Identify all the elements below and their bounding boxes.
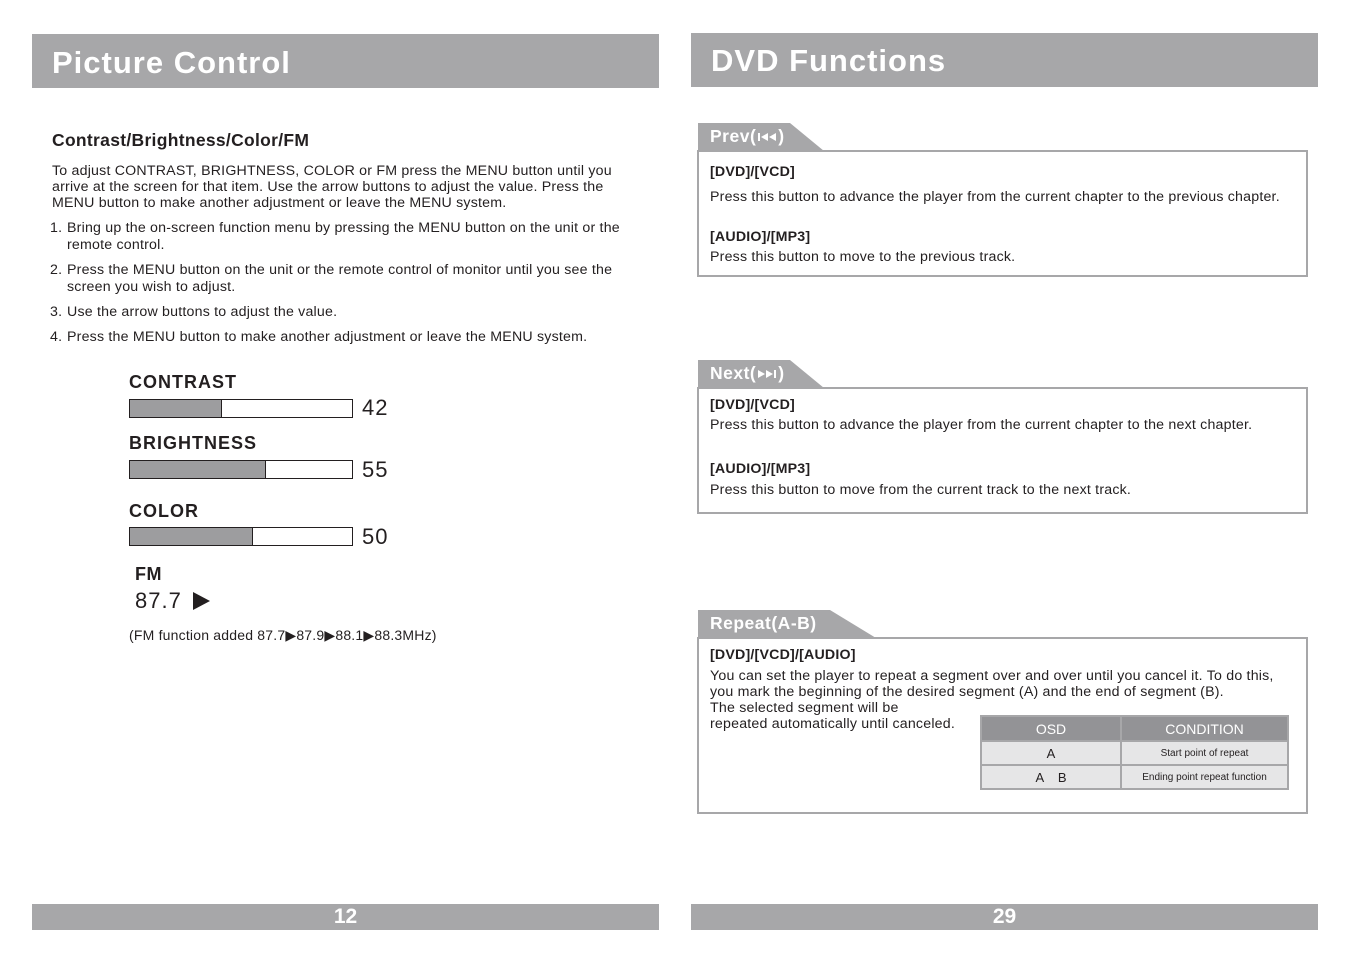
- step-text: Bring up the on-screen function menu by pressing the MENU button on the unit or the remote control.: [67, 220, 620, 253]
- repeat-tab-label: Repeat(A-B): [710, 613, 817, 633]
- step-number: 3.: [50, 304, 63, 320]
- list-item-step-2: [50, 262, 630, 295]
- contrast-label: CONTRAST: [129, 372, 237, 392]
- table-cell-condition: Ending point repeat function: [1121, 765, 1288, 789]
- play-right-icon: [192, 591, 211, 611]
- list-item-step-1: [50, 220, 630, 253]
- fm-label: FM: [135, 564, 162, 584]
- list-item-step-4: [50, 329, 650, 346]
- page-number-right: 29: [992, 905, 1017, 928]
- section-title: Contrast/Brightness/Color/FM: [52, 130, 310, 150]
- color-bar: [129, 527, 353, 546]
- table-header-condition: CONDITION: [1121, 716, 1288, 741]
- table-header-row: [981, 716, 1288, 741]
- repeat-tab: [698, 610, 878, 638]
- table-cell-osd: A: [981, 741, 1121, 765]
- intro-paragraph: To adjust CONTRAST, BRIGHTNESS, COLOR or FM press the MENU button until you arrive at the screen for that item. Use the arrow buttons to adjust the value. Press the MENU button to make another adjustment or leave the MENU system.: [52, 163, 612, 211]
- page-number-left: 12: [333, 905, 358, 928]
- color-bar-fill: [130, 528, 253, 545]
- prev-tab-text: Prev(: [710, 126, 757, 146]
- skip-next-icon: [757, 369, 777, 379]
- next-text-dvd: Press this button to advance the player from the current chapter to the next chapter.: [710, 417, 1253, 433]
- step-number: 1.: [50, 220, 63, 236]
- left-page-header: [32, 34, 659, 88]
- prev-tab: [698, 123, 824, 151]
- repeat-text-3: repeated automatically until canceled.: [710, 716, 955, 732]
- step-number: 4.: [50, 329, 63, 345]
- table-row: [981, 741, 1288, 765]
- prev-tab-label: [710, 126, 785, 147]
- next-tab-label: [710, 363, 785, 384]
- step-text: Press the MENU button on the unit or the remote control of monitor until you see the screen you wish to adjust.: [67, 262, 613, 295]
- repeat-box: [697, 637, 1308, 814]
- next-heading-dvd: [DVD]/[VCD]: [710, 397, 795, 413]
- next-heading-audio: [AUDIO]/[MP3]: [710, 461, 811, 477]
- brightness-bar-fill: [130, 461, 266, 478]
- repeat-text: You can set the player to repeat a segment over and over until you cancel it. To do this, you mark the beginning of the desired segment (A) and the end of segment (B).: [710, 668, 1274, 700]
- step-text: Press the MENU button to make another adjustment or leave the MENU system.: [67, 329, 588, 345]
- table-cell-condition: Start point of repeat: [1121, 741, 1288, 765]
- repeat-heading: [DVD]/[VCD]/[AUDIO]: [710, 647, 856, 663]
- skip-previous-icon: [757, 132, 777, 142]
- brightness-bar: [129, 460, 353, 479]
- contrast-bar-fill: [130, 400, 222, 417]
- color-label: COLOR: [129, 501, 199, 521]
- right-page-footer: [691, 904, 1318, 930]
- next-tab: [698, 360, 824, 388]
- step-text: Use the arrow buttons to adjust the value.: [67, 304, 338, 320]
- osd-table: [980, 715, 1289, 790]
- prev-text-dvd: Press this button to advance the player from the current chapter to the previous chapter.: [710, 189, 1280, 205]
- next-tab-close: ): [778, 363, 785, 383]
- fm-note: (FM function added 87.7▶87.9▶88.1▶88.3MHz): [129, 627, 437, 643]
- next-box: [697, 387, 1308, 514]
- contrast-bar: [129, 399, 353, 418]
- table-header-osd: OSD: [981, 716, 1121, 741]
- color-value: 50: [362, 524, 389, 549]
- fm-value: 87.7: [135, 588, 182, 613]
- right-page-header: [691, 33, 1318, 87]
- prev-heading-audio: [AUDIO]/[MP3]: [710, 229, 811, 245]
- prev-heading-dvd: [DVD]/[VCD]: [710, 164, 795, 180]
- brightness-label: BRIGHTNESS: [129, 433, 258, 453]
- repeat-text-2: The selected segment will be: [710, 700, 899, 716]
- table-cell-osd: A B: [981, 765, 1121, 789]
- contrast-value: 42: [362, 395, 389, 420]
- prev-text-audio: Press this button to move to the previous track.: [710, 249, 1016, 265]
- next-tab-text: Next(: [710, 363, 757, 383]
- brightness-value: 55: [362, 457, 389, 482]
- right-page-title: DVD Functions: [711, 43, 947, 78]
- list-item-step-3: [50, 304, 630, 321]
- prev-tab-close: ): [778, 126, 785, 146]
- left-page-title: Picture Control: [52, 45, 291, 80]
- next-text-audio: Press this button to move from the current track to the next track.: [710, 482, 1132, 498]
- step-number: 2.: [50, 262, 63, 278]
- table-row: [981, 765, 1288, 789]
- left-page-footer: [32, 904, 659, 930]
- prev-box: [697, 150, 1308, 277]
